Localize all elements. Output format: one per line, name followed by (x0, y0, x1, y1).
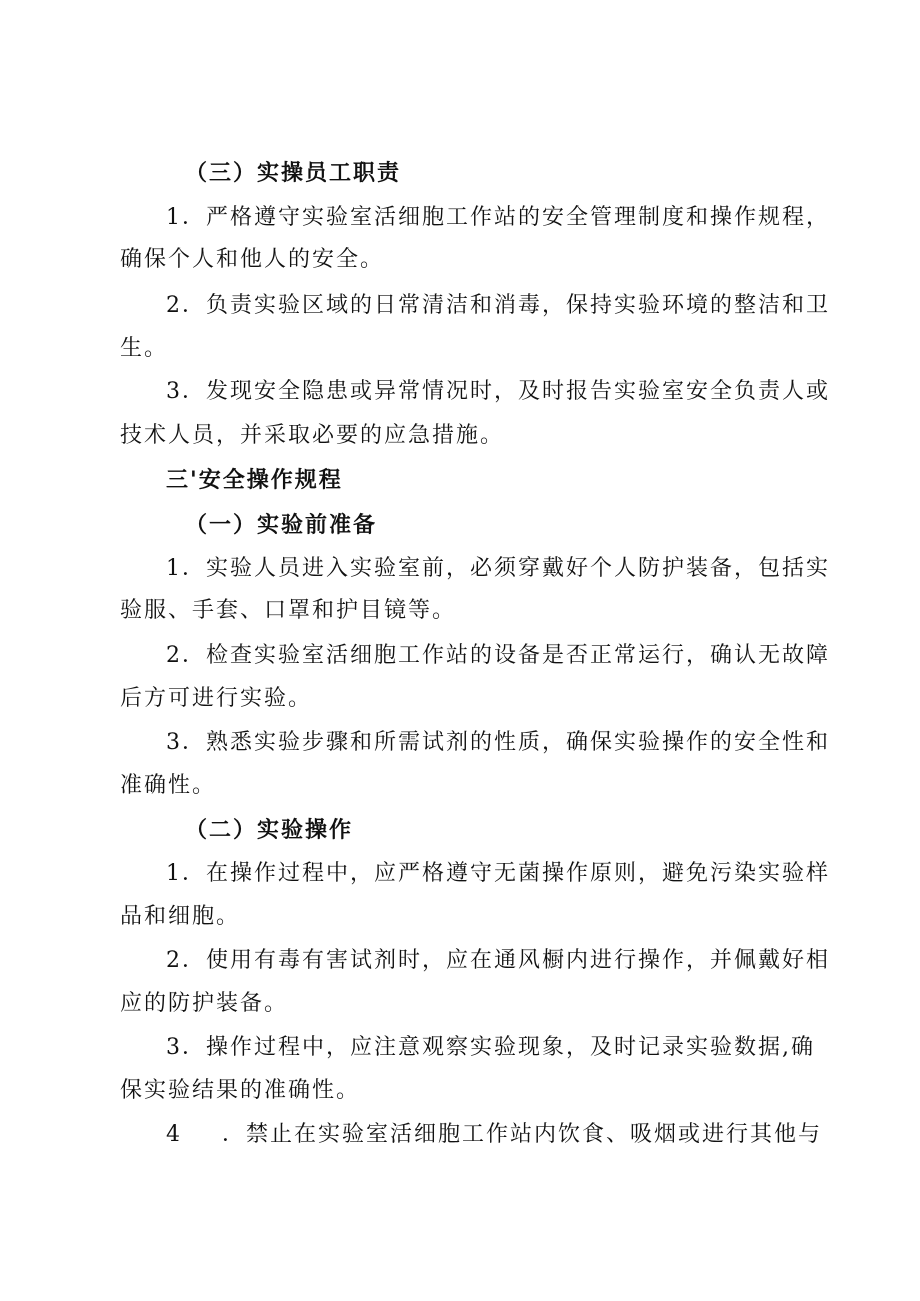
section-heading-pre-experiment: （一）实验前准备 (185, 512, 378, 538)
paragraph-line: 3．熟悉实验步骤和所需试剂的性质，确保实验操作的安全性和 (166, 730, 830, 755)
paragraph-line: 1．实验人员进入实验室前，必须穿戴好个人防护装备，包括实 (166, 556, 830, 581)
paragraph-line: 品和细胞。 (120, 904, 241, 929)
paragraph-line: 准确性。 (120, 773, 217, 798)
paragraph-line: 3．发现安全隐患或异常情况时，及时报告实验室安全负责人或 (166, 379, 830, 404)
paragraph-line: 应的防护装备。 (120, 991, 289, 1016)
paragraph-line: 保实验结果的准确性。 (120, 1078, 361, 1103)
paragraph-line: 后方可进行实验。 (120, 686, 313, 711)
paragraph-line: 3．操作过程中，应注意观察实验现象，及时记录实验数据,确 (166, 1035, 815, 1060)
paragraph-line: 生。 (120, 336, 169, 361)
chapter-heading-safety-rules: 三'安全操作规程 (166, 467, 343, 493)
paragraph-line: 2．检查实验室活细胞工作站的设备是否正常运行，确认无故障 (166, 643, 830, 668)
paragraph-line: 技术人员，并采取必要的应急措施。 (120, 423, 505, 448)
paragraph-line: 1．严格遵守实验室活细胞工作站的安全管理制度和操作规程， (166, 205, 830, 230)
paragraph-line: 确保个人和他人的安全。 (120, 247, 385, 272)
paragraph-line: ．禁止在实验室活细胞工作站内饮食、吸烟或进行其他与 (222, 1122, 823, 1147)
paragraph-line: 2．使用有毒有害试剂时，应在通风橱内进行操作，并佩戴好相 (166, 948, 830, 973)
section-heading-staff-duties: （三）实操员工职责 (185, 160, 402, 186)
paragraph-line: 1．在操作过程中，应严格遵守无菌操作原则，避免污染实验样 (166, 861, 830, 886)
paragraph-number: 4 (166, 1122, 182, 1147)
paragraph-line: 2．负责实验区域的日常清洁和消毒，保持实验环境的整洁和卫 (166, 293, 830, 318)
paragraph-line: 验服、手套、口罩和护目镜等。 (120, 598, 457, 623)
section-heading-experiment-operation: （二）实验操作 (185, 817, 354, 843)
